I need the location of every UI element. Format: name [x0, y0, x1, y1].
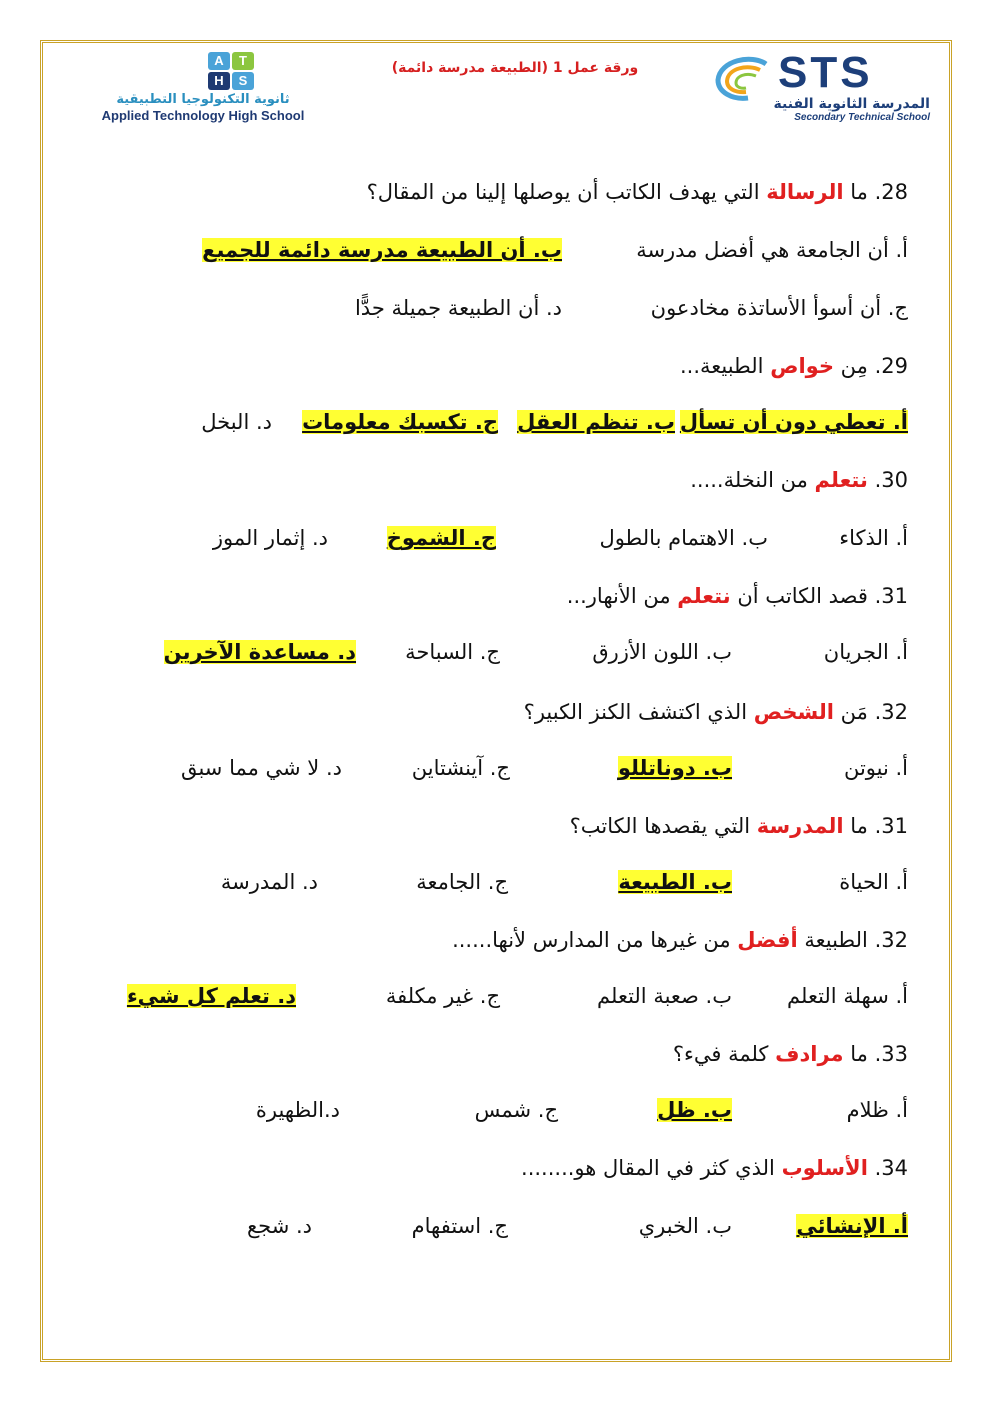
option-d-answer[interactable]: د. مساعدة الآخرين [163, 640, 356, 664]
option-d[interactable]: د. البخل [201, 410, 272, 434]
option-a[interactable]: أ. سهلة التعلم [787, 984, 908, 1008]
question-30 [60, 468, 908, 504]
option-c[interactable]: ج. أن أسوأ الأساتذة مخادعون [650, 296, 908, 320]
question-keyword: أفضل [737, 928, 798, 952]
question-number: 32. [874, 928, 908, 952]
question-number: 32. [874, 700, 908, 724]
question-keyword: الأسلوب [781, 1156, 868, 1180]
aths-name-ar: ثانوية التكنولوجيا التطبيقية [116, 92, 290, 107]
options-29 [60, 410, 908, 446]
question-keyword: خواص [770, 354, 834, 378]
option-a[interactable]: أ. نيوتن [843, 756, 908, 780]
option-c-answer[interactable]: ج. الشموخ [386, 526, 496, 550]
option-a-answer[interactable]: أ. تعطي دون أن تسأل [679, 410, 908, 434]
aths-name-en: Applied Technology High School [101, 108, 305, 123]
options-31 [60, 640, 908, 676]
question-post: من الأنهار... [566, 584, 671, 608]
question-29 [60, 354, 908, 390]
question-number: 28. [874, 180, 908, 204]
question-pre: قصد الكاتب أن [737, 584, 868, 608]
question-post: التي يقصدها الكاتب؟ [569, 814, 751, 838]
aths-letter-s: S [232, 72, 254, 90]
worksheet-title: ورقة عمل 1 (الطبيعة مدرسة دائمة) [391, 60, 639, 76]
question-pre: مِن [840, 354, 868, 378]
question-keyword: المدرسة [756, 814, 844, 838]
aths-letter-a: A [208, 52, 230, 70]
option-a[interactable]: أ. الذكاء [839, 526, 908, 550]
options-30 [60, 526, 908, 562]
option-b-answer[interactable]: ب. الطبيعة [618, 870, 732, 894]
question-keyword: الشخص [753, 700, 834, 724]
options-28-row2 [60, 296, 908, 332]
question-28 [60, 180, 908, 216]
option-b-answer[interactable]: ب. أن الطبيعة مدرسة دائمة للجميع [202, 238, 562, 262]
option-c[interactable]: ج. آينشتاين [411, 756, 510, 780]
question-number: 33. [874, 1042, 908, 1066]
option-d[interactable]: د.الظهيرة [255, 1098, 340, 1122]
option-a[interactable]: أ. ظلام [846, 1098, 908, 1122]
question-32 [60, 700, 908, 736]
question-keyword: الرسالة [766, 180, 844, 204]
question-keyword: نتعلم [814, 468, 868, 492]
question-post: الطبيعة... [679, 354, 764, 378]
option-b-answer[interactable]: ب. تنظم العقل [517, 410, 675, 434]
option-a-answer[interactable]: أ. الإنشائي [796, 1214, 908, 1238]
option-d[interactable]: د. أن الطبيعة جميلة جدًّا [354, 296, 562, 320]
option-b[interactable]: ب. اللون الأزرق [592, 640, 732, 664]
option-d[interactable]: د. إثمار الموز [212, 526, 328, 550]
question-pre: الطبيعة [804, 928, 868, 952]
options-33 [60, 1098, 908, 1134]
option-a[interactable]: أ. أن الجامعة هي أفضل مدرسة [636, 238, 908, 262]
aths-logo [58, 52, 348, 122]
question-34 [60, 1156, 908, 1192]
option-d[interactable]: د. لا شي مما سبق [180, 756, 342, 780]
option-a[interactable]: أ. الحياة [839, 870, 908, 894]
question-pre: ما [850, 180, 868, 204]
question-post: من غيرها من المدارس لأنها...... [452, 928, 731, 952]
question-31b [60, 814, 908, 850]
question-33 [60, 1042, 908, 1078]
option-b-answer[interactable]: ب. دوناتللو [617, 756, 732, 780]
question-number: 29. [874, 354, 908, 378]
question-number: 34. [874, 1156, 908, 1180]
question-number: 31. [874, 814, 908, 838]
question-pre: ما [850, 1042, 868, 1066]
option-c-answer[interactable]: ج. تكسبك معلومات [302, 410, 498, 434]
option-d-answer[interactable]: د. تعلم كل شيء [126, 984, 296, 1008]
question-post: كلمة فيء؟ [672, 1042, 769, 1066]
aths-letter-t: T [232, 52, 254, 70]
option-d[interactable]: د. شجع [246, 1214, 312, 1238]
options-34 [60, 1214, 908, 1250]
option-b[interactable]: ب. الاهتمام بالطول [599, 526, 768, 550]
options-32b [60, 984, 908, 1020]
option-b[interactable]: ب. صعبة التعلم [597, 984, 732, 1008]
question-31 [60, 584, 908, 620]
option-a[interactable]: أ. الجريان [823, 640, 908, 664]
option-c[interactable]: ج. غير مكلفة [385, 984, 500, 1008]
question-post: من النخلة..... [690, 468, 808, 492]
question-keyword: مرادف [775, 1042, 844, 1066]
question-post: الذي كثر في المقال هو........ [521, 1156, 775, 1180]
options-32 [60, 756, 908, 792]
option-d[interactable]: د. المدرسة [220, 870, 318, 894]
question-post: التي يهدف الكاتب أن يوصلها إلينا من المقال؟ [366, 180, 760, 204]
options-31b [60, 870, 908, 906]
question-keyword: نتعلم [677, 584, 731, 608]
option-b-answer[interactable]: ب. ظل [657, 1098, 732, 1122]
aths-letter-h: H [208, 72, 230, 90]
question-number: 30. [874, 468, 908, 492]
question-pre: ما [850, 814, 868, 838]
question-number: 31. [874, 584, 908, 608]
question-32b [60, 928, 908, 964]
question-post: الذي اكتشف الكنز الكبير؟ [523, 700, 748, 724]
option-b[interactable]: ب. الخبري [638, 1214, 732, 1238]
sts-name-en: Secondary Technical School [794, 112, 930, 123]
options-28-row1 [60, 238, 908, 274]
option-c[interactable]: ج. الجامعة [416, 870, 508, 894]
sts-logo-text: STS [778, 48, 873, 97]
option-c[interactable]: ج. شمس [474, 1098, 558, 1122]
sts-name-ar: المدرسة الثانوية الفنية [773, 96, 930, 112]
sts-logo [708, 48, 930, 124]
option-c[interactable]: ج. السباحة [405, 640, 500, 664]
question-pre: مَن [840, 700, 868, 724]
option-c[interactable]: ج. استفهام [411, 1214, 508, 1238]
